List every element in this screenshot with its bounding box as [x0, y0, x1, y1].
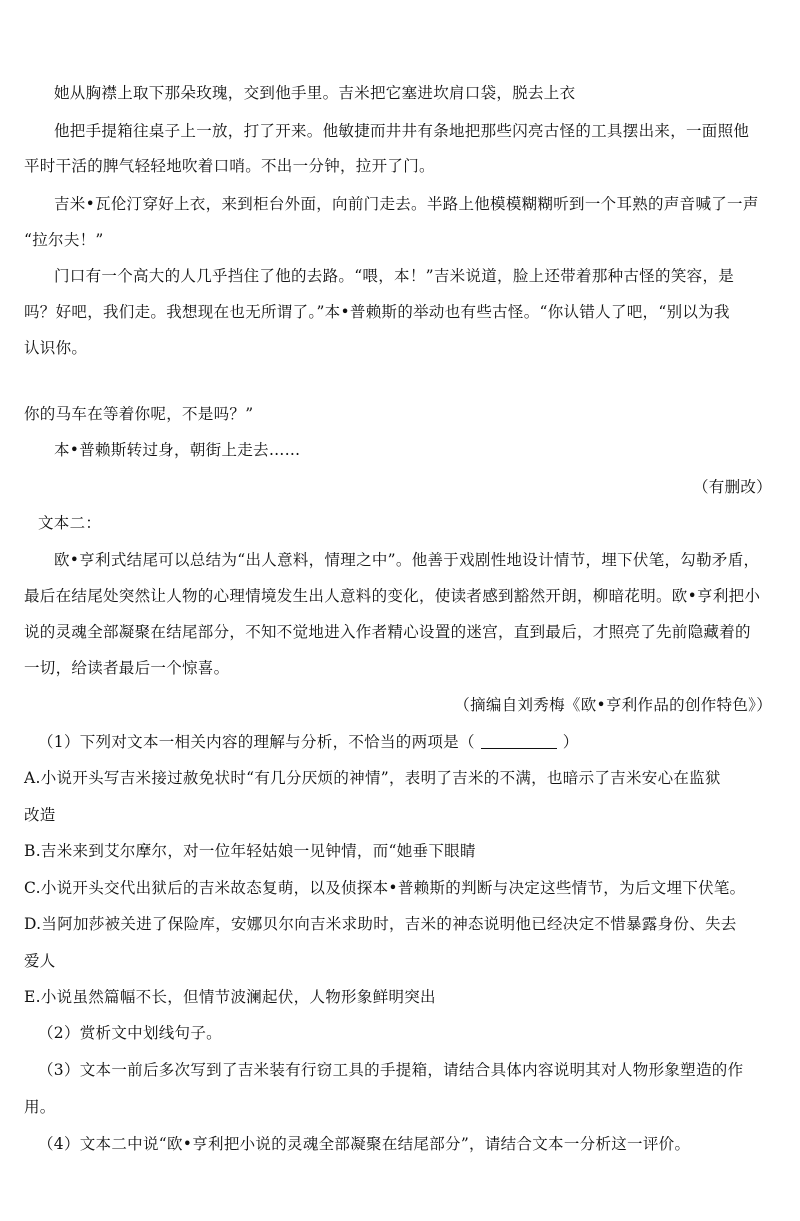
text1-paragraph-2-line-2: 平时干活的脾气轻轻地吹着口哨。不出一分钟，拉开了门。 — [24, 157, 435, 175]
text2-paragraph-line-4: 一切，给读者最后一个惊喜。 — [24, 659, 230, 677]
text1-paragraph-6: 本•普赖斯转过身，朝街上走去…… — [54, 441, 301, 459]
option-a-line-2: 改造 — [24, 806, 56, 824]
question-2: （2）赏析文中划线句子。 — [38, 1024, 222, 1042]
text2-paragraph-line-1: 欧•亨利式结尾可以总结为“出人意料，情理之中”。他善于戏剧性地设计情节，埋下伏笔，勾勒矛盾， — [54, 551, 760, 569]
option-e: E.小说虽然篇幅不长，但情节波澜起伏，人物形象鲜明突出 — [24, 988, 436, 1006]
text1-paragraph-3-line-1: 吉米•瓦伦汀穿好上衣，来到柜台外面，向前门走去。半路上他模模糊糊听到一个耳熟的声音喊了一声 — [54, 195, 759, 213]
text1-paragraph-4-line-1: 门口有一个高大的人几乎挡住了他的去路。“喂，本！”吉米说道，脸上还带着那种古怪的笑容，是 — [54, 267, 735, 285]
text1-paragraph-3-line-2: “拉尔夫！” — [24, 231, 104, 249]
text2-source-note: （摘编自刘秀梅《欧•亨利作品的创作特色》） — [454, 696, 772, 714]
option-b: B.吉米来到艾尔摩尔，对一位年轻姑娘一见钟情，而“她垂下眼睛 — [24, 842, 476, 860]
question-3-line-1: （3）文本一前后多次写到了吉米装有行窃工具的手提箱，请结合具体内容说明其对人物形象塑造的作 — [38, 1061, 744, 1079]
option-d-line-2: 爱人 — [24, 952, 56, 970]
text1-paragraph-1: 她从胸襟上取下那朵玫瑰，交到他手里。吉米把它塞进坎肩口袋，脱去上衣 — [54, 84, 576, 102]
question-1-prefix: （1）下列对文本一相关内容的理解与分析，不恰当的两项是（ — [38, 733, 475, 751]
question-3-line-2: 用。 — [24, 1098, 56, 1116]
text2-heading: 文本二： — [38, 514, 102, 532]
text1-paragraph-4-line-2: 吗？好吧，我们走。我想现在也无所谓了。”本•普赖斯的举动也有些古怪。“你认错人了吧，“别以为我 — [24, 303, 730, 321]
text2-paragraph-line-3: 说的灵魂全部凝聚在结尾部分，不知不觉地进入作者精心设置的迷宫，直到最后，才照亮了先前隐藏着的 — [24, 623, 751, 641]
answer-blank[interactable] — [481, 734, 557, 749]
text1-paragraph-2-line-1: 他把手提箱往桌子上一放，打了开来。他敏捷而井井有条地把那些闪亮古怪的工具摆出来，一面照他 — [54, 122, 750, 140]
question-1-suffix: ） — [562, 733, 579, 751]
option-a-line-1: A.小说开头写吉米接过赦免状时“有几分厌烦的神情”，表明了吉米的不满，也暗示了吉米安心在监狱 — [24, 769, 721, 787]
option-d-line-1: D.当阿加莎被关进了保险库，安娜贝尔向吉米求助时，吉米的神态说明他已经决定不惜暴露身份、失去 — [24, 915, 737, 933]
text1-source-note: （有删改） — [692, 478, 772, 496]
question-4: （4）文本二中说“欧•亨利把小说的灵魂全部凝聚在结尾部分”，请结合文本一分析这一评价。 — [38, 1135, 691, 1153]
text1-paragraph-4-line-3: 认识你。 — [24, 339, 88, 357]
option-c: C.小说开头交代出狱后的吉米故态复萌，以及侦探本•普赖斯的判断与决定这些情节，为后文埋下伏笔。 — [24, 879, 746, 897]
text1-paragraph-5: 你的马车在等着你呢，不是吗？” — [24, 405, 254, 423]
text2-paragraph-line-2: 最后在结尾处突然让人物的心理情境发生出人意料的变化，使读者感到豁然开朗，柳暗花明。欧•亨利把小 — [24, 587, 761, 605]
question-1 — [38, 731, 776, 753]
